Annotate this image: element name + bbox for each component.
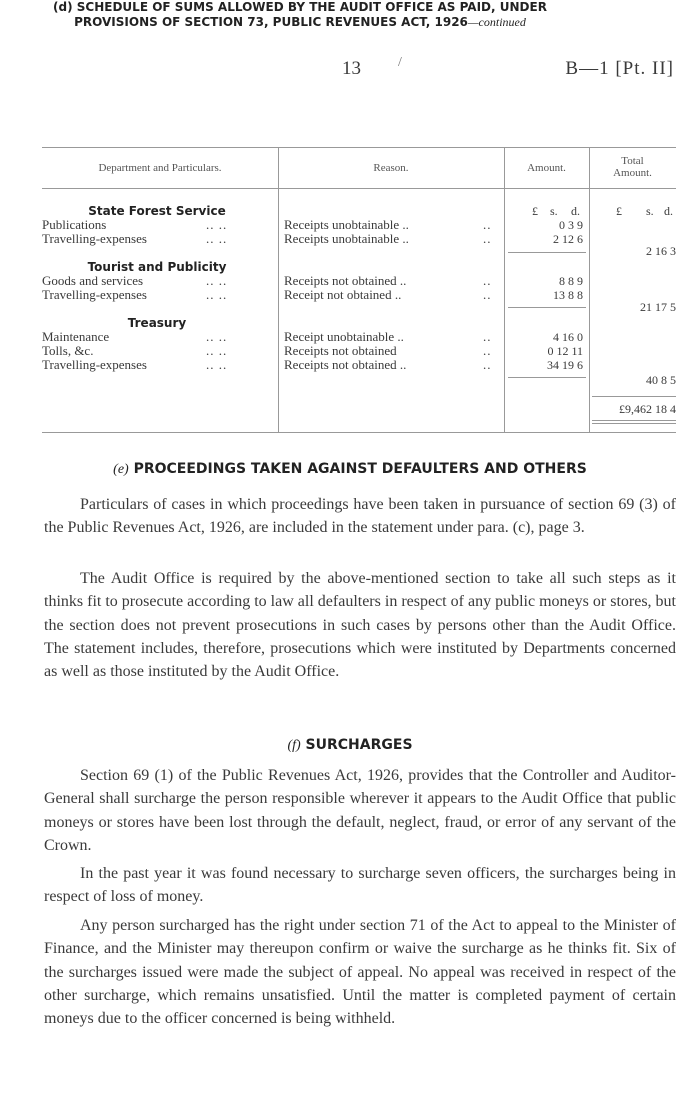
schedule-title-continued: —continued [467,15,526,29]
table-bottom-rule [42,432,676,433]
schedule-title-line2-text: PROVISIONS OF SECTION 73, PUBLIC REVENUES ACT, 1926 [74,15,468,29]
row-dots: .. [483,287,492,302]
col-header-amount: Amount. [527,162,566,174]
row-dots: .. [483,343,492,358]
schedule-title [0,0,600,30]
row-amount: 8 8 9 [559,274,583,288]
row-reason: Receipt unobtainable .. [284,329,404,344]
section-f-title: SURCHARGES [305,737,413,753]
row-dots: .. [483,329,492,344]
row-amount: 34 19 6 [547,358,583,372]
row-reason: Receipts not obtained .. [284,357,407,372]
total-currency-pence: d. [664,204,673,218]
table-col-divider-3 [589,147,590,432]
section-f-heading [0,737,700,754]
row-dots: .. [483,231,492,246]
row-dots: .. .. [206,217,228,232]
group-heading: State Forest Service [88,204,226,218]
section-e-heading [0,461,700,478]
group-total: 21 17 5 [640,300,676,314]
row-particular: Travelling-expenses [42,287,147,302]
row-reason: Receipt not obtained .. [284,287,402,302]
group-heading: Tourist and Publicity [87,260,227,274]
document-reference: B—1 [Pt. II] [565,58,674,79]
row-dots: .. .. [206,231,228,246]
grand-total-rule-bottom [592,420,676,421]
row-dots: .. .. [206,329,228,344]
row-particular: Travelling-expenses [42,231,147,246]
subtotal-rule [508,377,586,378]
table-header-rule [42,188,676,189]
subtotal-rule [508,252,586,253]
amount-currency-pounds: £ [532,204,538,218]
section-f-paragraph-1: Section 69 (1) of the Public Revenues Act, 1926, provides that the Controller and Auditor-General shall surcharge the person responsible wherever it appears to the Audit Office that public moneys or stores have been lost through the default, neglect, fraud, or error of any servant of the Crown. [44,767,676,854]
total-currency-shillings: s. [646,204,654,218]
row-particular: Travelling-expenses [42,357,147,372]
col-header-department: Department and Particulars. [98,162,222,174]
table-top-rule [42,147,676,148]
page-number: 13 [342,58,361,79]
section-f-label: (f) [287,738,301,753]
row-dots: .. .. [206,343,228,358]
table-col-divider-1 [278,147,279,432]
section-e-label: (e) [113,462,129,477]
row-dots: .. [483,357,492,372]
row-particular: Goods and services [42,273,144,288]
row-dots: .. .. [206,287,228,302]
amount-currency-pence: d. [571,204,580,218]
section-f-paragraph-3: Any person surcharged has the right under section 71 of the Act to appeal to the Minister of Finance, and the Minister may thereupon confirm or waive the surcharge as he thinks fit. Six of the surcharges issued were made the subject of appeal. No appeal was received in respect of the other surcharge, which remains unsatisfied. Until the matter is completed payment of certain moneys due to the officer concerned is being withheld. [44,917,676,1028]
row-amount: 4 16 0 [553,330,583,344]
row-reason: Receipts unobtainable .. [284,217,409,232]
margin-mark: / [398,55,402,70]
section-f-paragraph-2: In the past year it was found necessary to surcharge seven officers, the surcharges being in respect of loss of money. [44,865,676,906]
group-heading: Treasury [127,316,187,330]
row-amount: 13 8 8 [553,288,583,302]
section-e-title: PROCEEDINGS TAKEN AGAINST DEFAULTERS AND OTHERS [133,461,587,477]
row-particular: Publications [42,217,107,232]
schedule-title-line1: (d) SCHEDULE OF SUMS ALLOWED BY THE AUDIT OFFICE AS PAID, UNDER [53,0,547,14]
grand-total-rule-top [592,396,676,397]
col-header-reason: Reason. [373,162,409,174]
row-amount: 0 3 9 [559,218,583,232]
schedule-title-line2 [0,15,600,30]
total-currency-pounds: £ [616,204,622,218]
row-amount: 0 12 11 [547,344,583,358]
row-particular: Tolls, &c. [42,343,94,358]
row-dots: .. [483,273,492,288]
section-e-paragraph-2: The Audit Office is required by the above-mentioned section to take all such steps as it thinks fit to prosecute according to law all defaulters in respect of any public moneys or stores, but the section does not prevent prosecutions in such cases by persons other than the Audit Office. The statement includes, therefore, prosecutions which were instituted by Departments concerned as well as those instituted by the Audit Office. [44,570,676,681]
table-col-divider-2 [504,147,505,432]
grand-total: £9,462 18 4 [619,402,676,416]
row-reason: Receipts not obtained [284,343,397,358]
grand-total-rule-bottom-2 [592,423,676,424]
group-total: 2 16 3 [646,244,676,258]
group-total: 40 8 5 [646,373,676,387]
row-reason: Receipts unobtainable .. [284,231,409,246]
section-e-paragraph-1: Particulars of cases in which proceedings have been taken in pursuance of section 69 (3) of the Public Revenues Act, 1926, are included in the statement under para. (c), page 3. [44,496,676,537]
row-reason: Receipts not obtained .. [284,273,407,288]
row-dots: .. .. [206,273,228,288]
amount-currency-shillings: s. [550,204,558,218]
row-dots: .. [483,217,492,232]
col-header-total-line1: Total [621,155,644,167]
row-amount: 2 12 6 [553,232,583,246]
row-dots: .. .. [206,357,228,372]
subtotal-rule [508,307,586,308]
row-particular: Maintenance [42,329,110,344]
col-header-total-line2: Amount. [613,167,652,179]
